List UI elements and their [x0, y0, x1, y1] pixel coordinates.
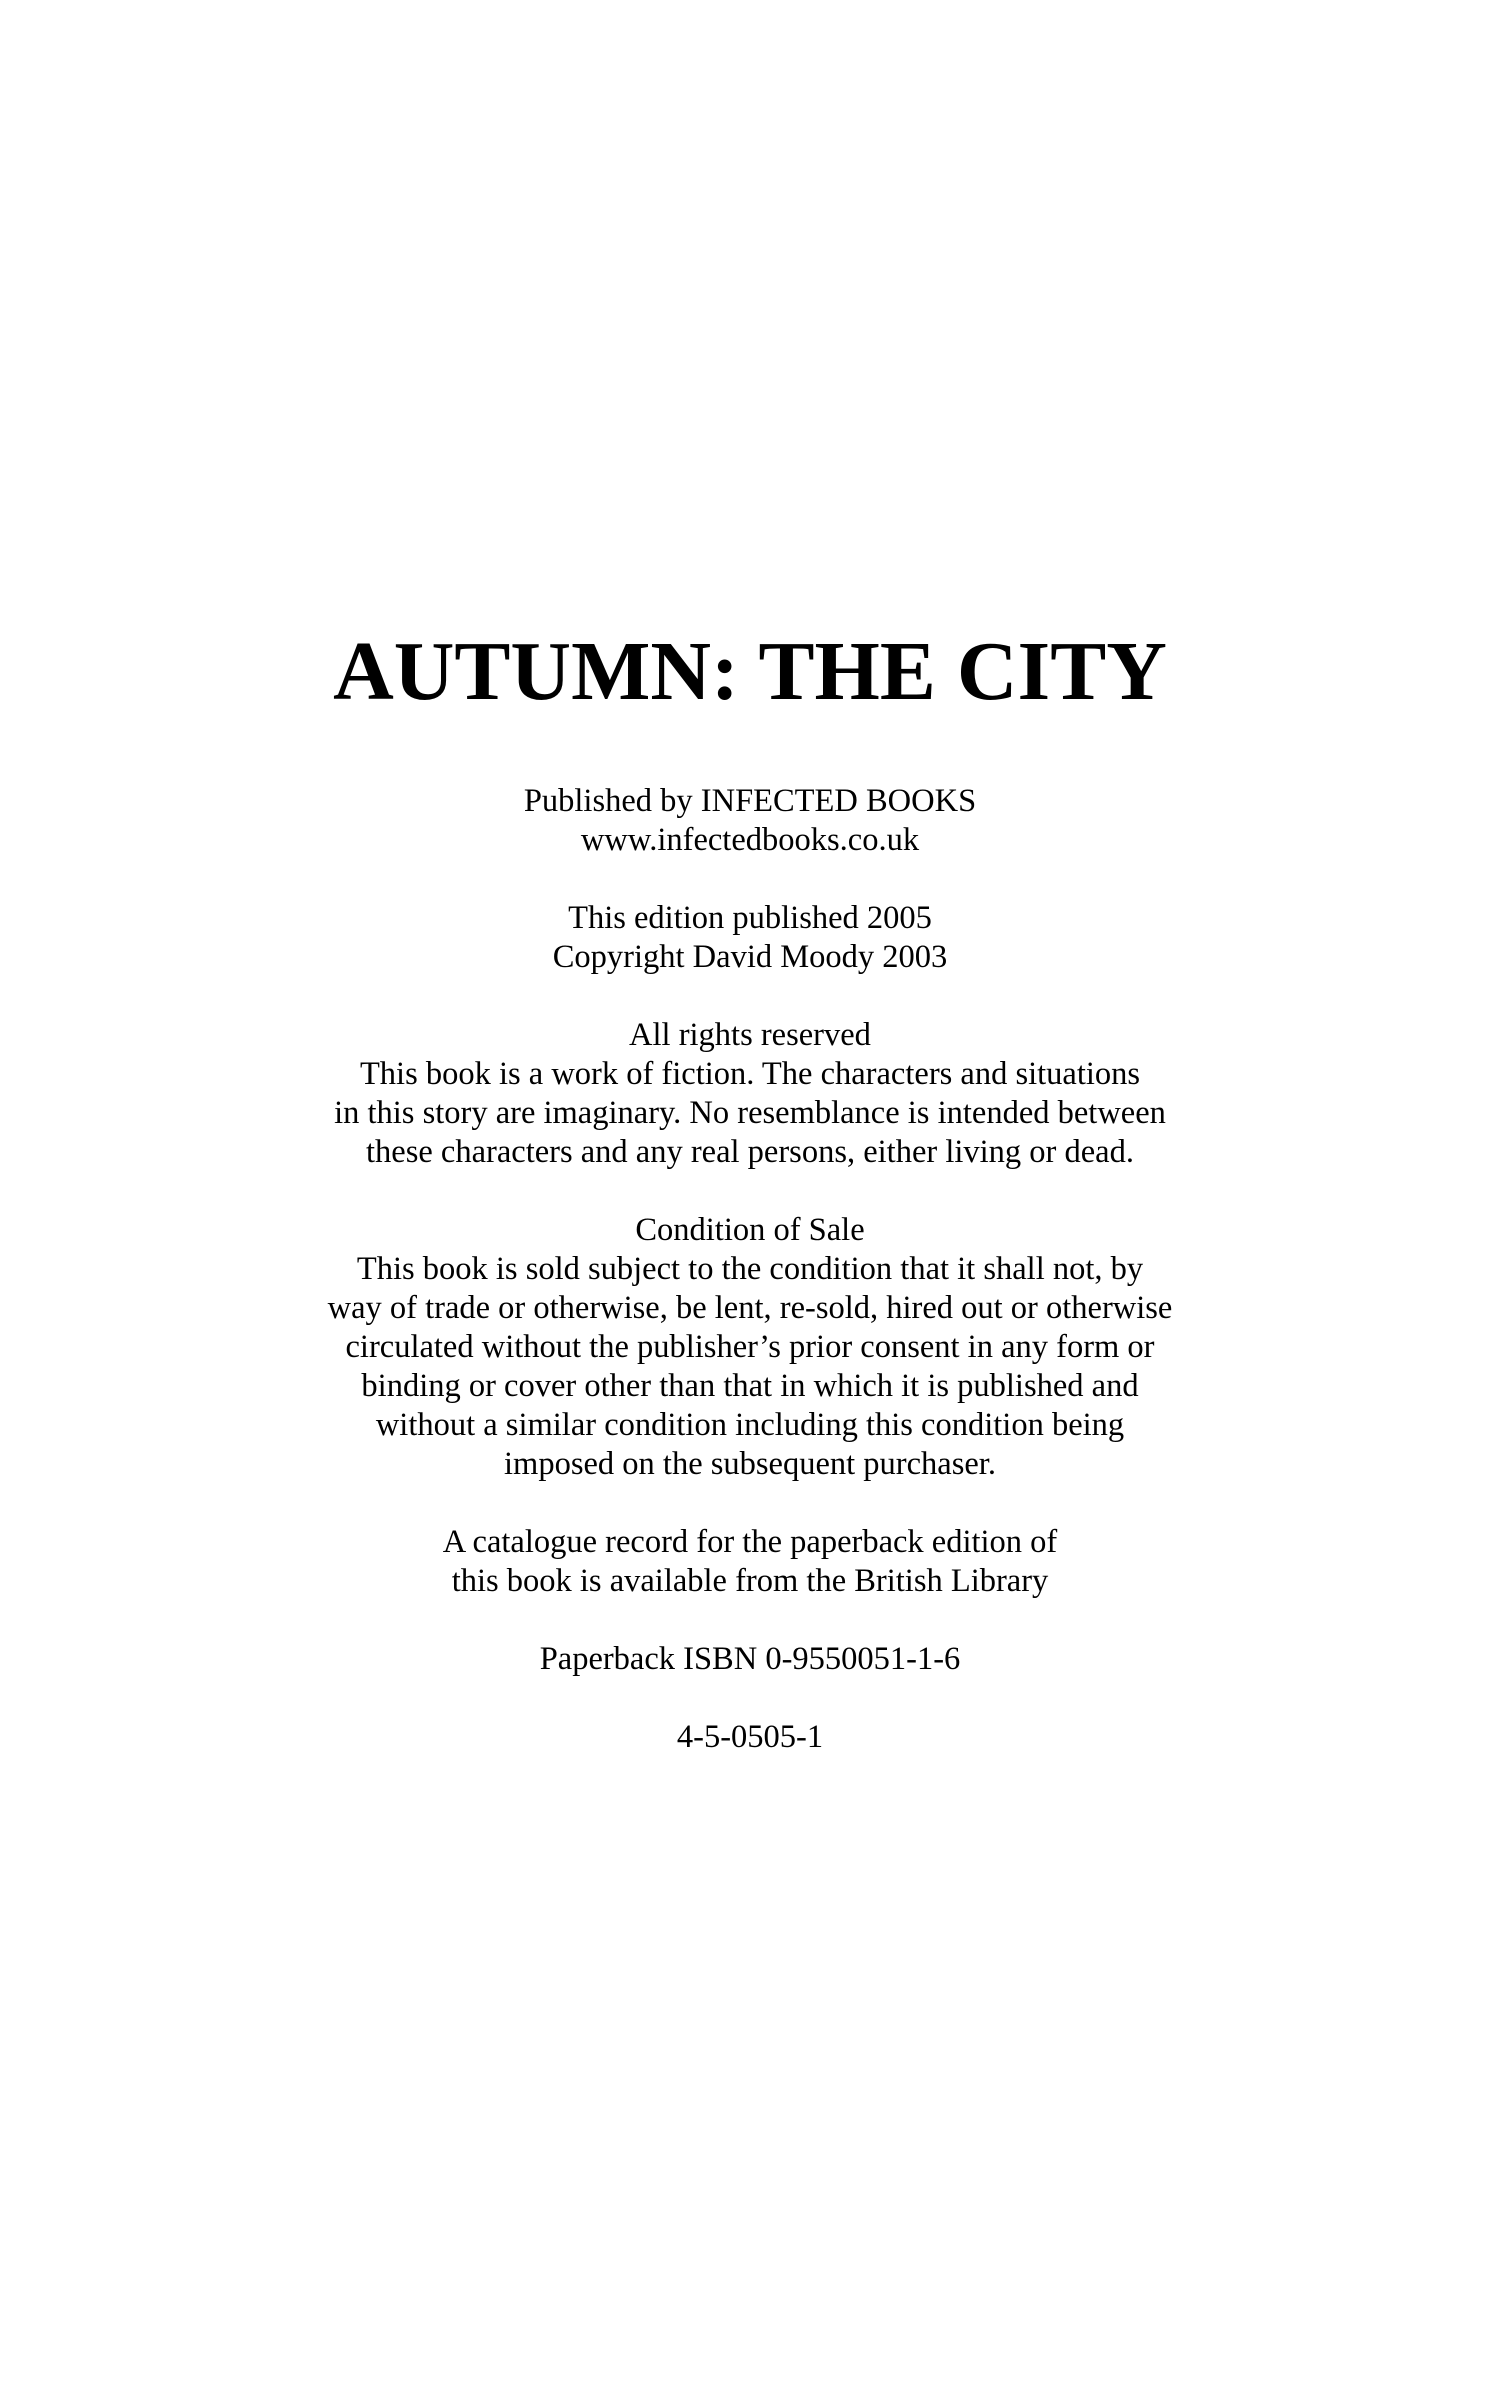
condition-line: circulated without the publisher’s prior consent in any form or [345, 1329, 1155, 1365]
publisher-line: Published by INFECTED BOOKS [523, 783, 977, 819]
rights-line: these characters and any real persons, either living or dead. [366, 1134, 1134, 1170]
copyright-content [250, 612, 1250, 1796]
book-title: AUTUMN: THE CITY [333, 625, 1167, 718]
condition-heading: Condition of Sale [635, 1212, 865, 1248]
print-code: 4-5-0505-1 [676, 1719, 824, 1755]
catalogue-block [250, 1523, 1250, 1601]
edition-block [250, 899, 1250, 977]
rights-line: in this story are imaginary. No resemblance is intended between [334, 1095, 1166, 1131]
condition-line: imposed on the subsequent purchaser. [504, 1446, 996, 1482]
rights-block [250, 1016, 1250, 1172]
condition-line: binding or cover other than that in which it is published and [361, 1368, 1139, 1404]
rights-heading: All rights reserved [629, 1017, 871, 1053]
publisher-website: www.infectedbooks.co.uk [580, 822, 920, 858]
edition-published: This edition published 2005 [568, 900, 932, 936]
copyright-line: Copyright David Moody 2003 [552, 939, 948, 975]
isbn-block [250, 1640, 1250, 1679]
condition-line: without a similar condition including this condition being [375, 1407, 1125, 1443]
print-code-block [250, 1718, 1250, 1757]
publisher-block [250, 782, 1250, 860]
isbn-line: Paperback ISBN 0-9550051-1-6 [539, 1641, 961, 1677]
catalogue-line: this book is available from the British Library [451, 1563, 1049, 1599]
condition-line: This book is sold subject to the condition that it shall not, by [356, 1251, 1144, 1287]
catalogue-line: A catalogue record for the paperback edition of [442, 1524, 1058, 1560]
rights-line: This book is a work of fiction. The characters and situations [359, 1056, 1141, 1092]
condition-of-sale-block [250, 1211, 1250, 1484]
condition-line: way of trade or otherwise, be lent, re-sold, hired out or otherwise [327, 1290, 1173, 1326]
